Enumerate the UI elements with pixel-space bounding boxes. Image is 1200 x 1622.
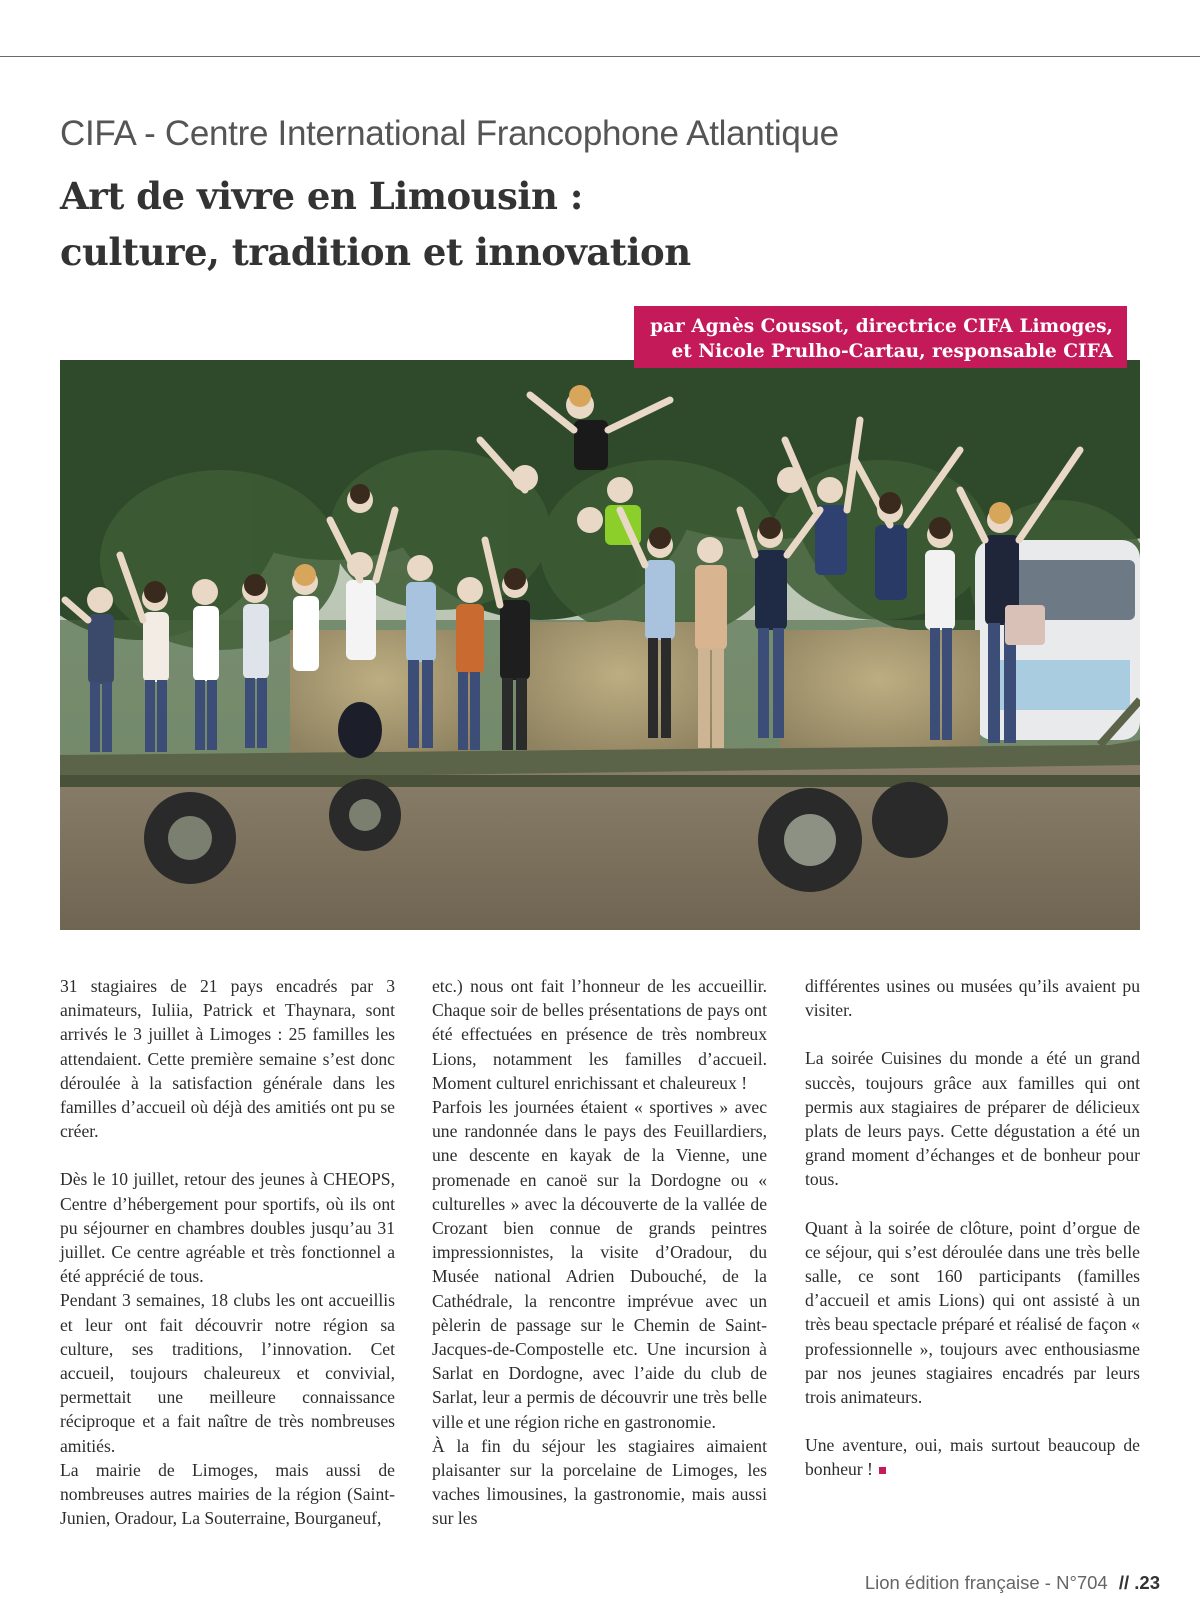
byline-line-2: et Nicole Prulho-Cartau, responsable CIFA: [671, 341, 1113, 362]
paragraph: différentes usines ou musées qu’ils avaient pu visiter.: [805, 976, 1140, 1021]
article-title: [60, 168, 691, 280]
text-column-3: [805, 974, 1140, 1482]
paragraph: Parfois les journées étaient « sportives » avec une randonnée dans le pays des Feuillardiers, une descente en kayak de la Vienne, une promenade en canoë sur la Dordogne ou « culturelles » avec la découverte de la vallée de Crozant bien connue de grands peintres impressionnistes, la visite d’Oradour, du Musée national Adrien Dubouché, de la Cathédrale, la rencontre imprévue avec un pèlerin de passage sur le Chemin de Saint-Jacques-de-Compostelle etc. Une incursion à Sarlat en Dordogne, avec l’aide du club de Sarlat, leur a permis de découvrir une très belle ville et une région riche en gastronomie.: [432, 1097, 767, 1432]
footer-separator: //: [1118, 1572, 1130, 1593]
byline-line-1: par Agnès Coussot, directrice CIFA Limoges,: [650, 316, 1113, 337]
publication-name: Lion édition française - N°704: [864, 1572, 1108, 1593]
closing-paragraph: [805, 1433, 1140, 1481]
group-photo: [60, 360, 1140, 930]
text-column-2: [432, 974, 767, 1531]
paragraph: La mairie de Limoges, mais aussi de nombreuses autres mairies de la région (Saint-Junien, Oradour, La Souterraine, Bourganeuf,: [60, 1459, 395, 1529]
organization-heading: CIFA - Centre International Francophone Atlantique: [60, 114, 839, 153]
page-footer: [865, 1572, 1160, 1594]
paragraph: Pendant 3 semaines, 18 clubs les ont accueillis et leur ont fait découvrir notre région sa culture, ses traditions, l’innovation. Cet accueil, toujours chaleureux et convivial, permettait une meilleure connaissance réciproque et a fait naître de très nombreuses amitiés.: [60, 1290, 395, 1456]
text-column-1: [60, 974, 395, 1530]
paragraph: 31 stagiaires de 21 pays encadrés par 3 animateurs, Iuliia, Patrick et Thaynara, sont arrivés le 3 juillet à Limoges : 25 familles les attendaient. Cette première semaine s’est donc déroulée à la satisfaction générale dans les familles d’accueil où déjà des amitiés ont pu se créer.: [60, 976, 395, 1142]
page-number: .23: [1134, 1572, 1160, 1593]
paragraph: À la fin du séjour les stagiaires aimaient plaisanter sur la porcelaine de Limoges, les vaches limousines, la gastronomie, mais aussi sur les: [432, 1435, 767, 1529]
paragraph: La soirée Cuisines du monde a été un grand succès, toujours grâce aux familles qui ont permis aux stagiaires de préparer de délicieux plats de leurs pays. Cette dégustation a été un grand moment d’échanges et de bonheur pour tous.: [805, 1048, 1140, 1190]
end-square-icon: [879, 1467, 886, 1474]
author-byline: [634, 306, 1127, 368]
paragraph: Quant à la soirée de clôture, point d’orgue de ce séjour, qui s’est déroulée dans une très belle salle, ce sont 160 participants (familles d’accueil et amis Lions) qui ont assisté à un très beau spectacle préparé et réalisé de façon « professionnelle », toujours avec enthousiasme par nos jeunes stagiaires encadrés par leurs trois animateurs.: [805, 1217, 1140, 1408]
top-rule: [0, 56, 1200, 57]
title-line-2: culture, tradition et innovation: [60, 230, 691, 274]
closing-text: Une aventure, oui, mais surtout beaucoup de bonheur !: [805, 1435, 1140, 1480]
title-line-1: Art de vivre en Limousin :: [60, 174, 583, 218]
paragraph: Dès le 10 juillet, retour des jeunes à CHEOPS, Centre d’hébergement pour sportifs, où ils ont pu séjourner en chambres doubles jusqu’au 31 juillet. Ce centre agréable et très fonctionnel a été apprécié de tous.: [60, 1169, 395, 1287]
paragraph: etc.) nous ont fait l’honneur de les accueillir. Chaque soir de belles présentations de pays ont été effectuées en présence de très nombreux Lions, notamment les familles d’accueil. Moment culturel enrichissant et chaleureux !: [432, 976, 767, 1093]
